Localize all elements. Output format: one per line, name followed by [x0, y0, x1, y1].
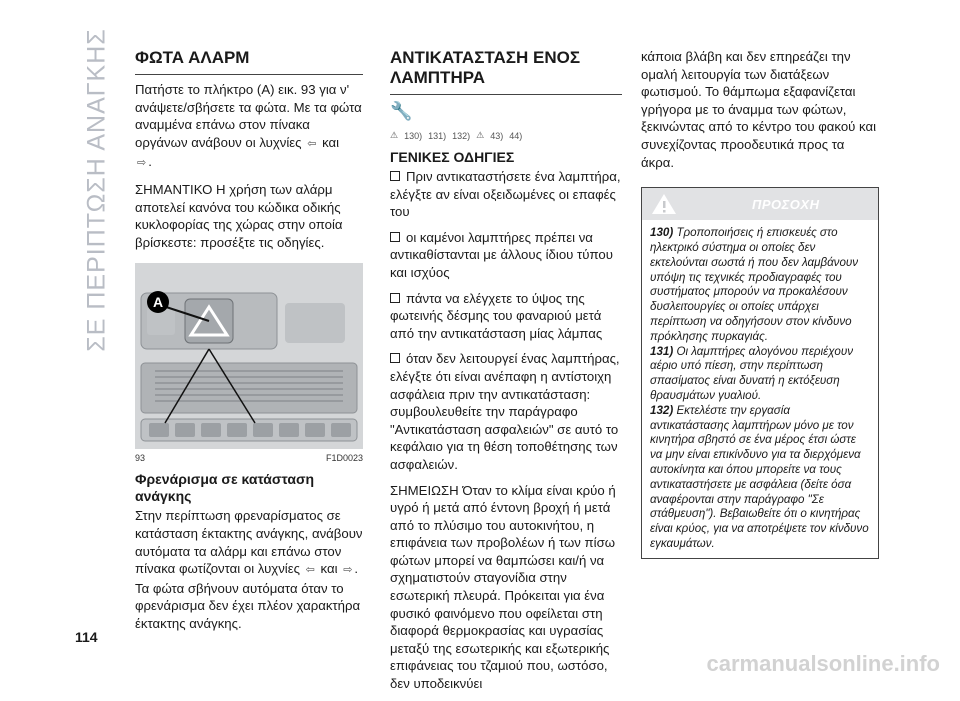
- instruction-text-2: οι καμένοι λαμπτήρες πρέπει να αντικαθίστανται με άλλους ίδιου τύπου και ισχύος: [390, 229, 613, 280]
- bullet-icon: [390, 171, 400, 181]
- instruction-item-4: [390, 350, 622, 473]
- instruction-item-3: [390, 290, 622, 343]
- chapter-side-tab: [77, 28, 117, 352]
- column-continued: [641, 48, 879, 559]
- bullet-icon: [390, 353, 400, 363]
- warning-130: [650, 226, 870, 344]
- warning-131-num: 131): [650, 344, 674, 358]
- note-paragraph: ΣΗΜΕΙΩΣΗ Όταν το κλίμα είναι κρύο ή υγρό ή μετά από έντονη βροχή ή μετά από το πλύσιμο του αυτοκινήτου, η επιφάνεια των προβολέων ή των πίσω φώτων μπορεί να θαμπώσει και/ή να σχηματιστούν σταγονίδια στην εσωτερική πλευρά. Πρόκειται για ένα φυσικό φαινόμενο που οφείλεται στη διαφορά θερμοκρασίας και υγρασίας μεταξύ της εσωτερικής και εξωτερικής επιφάνειας του τζαμιού που, ωστόσο, δεν υποδεικνύει: [390, 482, 616, 692]
- ref-43: 43): [490, 131, 504, 141]
- general-instructions-title: ΓΕΝΙΚΕΣ ΟΔΗΓΙΕΣ: [390, 149, 515, 165]
- warning-header: [642, 188, 878, 220]
- hazard-text-1: Πατήστε το πλήκτρο (A) εικ. 93 για ν' ανάψετε/σβήσετε τα φώτα. Με τα φώτα αναμμένα επάνω στον πίνακα οργάνων ανάβουν οι λυχνίες: [135, 82, 362, 150]
- emergency-braking-title: Φρενάρισμα σε κατάσταση ανάγκης: [135, 471, 315, 505]
- section-title-hazard: ΦΩΤΑ ΑΛΑΡΜ: [135, 48, 363, 75]
- tool-icon: 🔧: [390, 101, 413, 121]
- bullet-icon: [390, 232, 400, 242]
- hazard-paragraph-2: ΣΗΜΑΝΤΙΚΟ Η χρήση των αλάρμ αποτελεί κανόνα του κώδικα οδικής κυκλοφορίας της χώρας στην οποία βρίσκεστε: προσέξτε τις οδηγίες.: [135, 181, 343, 250]
- and-text-1: και: [322, 134, 340, 150]
- ref-130: 130): [404, 131, 423, 141]
- caution-icon: ⚠: [476, 130, 485, 140]
- warning-triangle-icon: [650, 192, 678, 216]
- instruction-item-2: [390, 229, 622, 282]
- column-hazard-lights: [135, 48, 363, 641]
- bullet-icon: [390, 293, 400, 303]
- turn-left-indicator-icon: ⇦: [307, 137, 317, 150]
- dashboard-illustration: [135, 263, 363, 449]
- ref-132: 132): [452, 131, 471, 141]
- page-number: 114: [75, 629, 98, 645]
- turn-right-indicator-icon: ⇨: [137, 157, 147, 170]
- warning-132-num: 132): [650, 403, 674, 417]
- and-text-2: και: [320, 561, 338, 577]
- callout-a: A: [147, 291, 169, 313]
- warning-132: [650, 404, 870, 552]
- turn-left-indicator-icon-2: ⇦: [305, 564, 315, 577]
- figure-93-dashboard: [135, 263, 363, 449]
- braking-text-1: Στην περίπτωση φρεναρίσματος σε κατάσταση έκτακτης ανάγκης, ανάβουν αυτόματα τα αλάρμ και επάνω στον πίνακα φωτίζονται οι λυχνίες: [135, 508, 363, 577]
- instruction-text-1: Πριν αντικαταστήσετε ένα λαμπτήρα, ελέγξτε αν είναι οξειδωμένες οι επαφές του: [390, 169, 621, 220]
- warning-title: ΠΡΟΣΟΧΗ: [752, 196, 820, 212]
- watermark: carmanualsonline.info: [706, 651, 940, 676]
- continued-paragraph: κάποια βλάβη και δεν επηρεάζει την ομαλή λειτουργία των διατάξεων φωτισμού. Το θάμπωμα εξαφανίζεται γρήγορα με το άναμμα των φώτων, ξεκινώντας από το κέντρο του φακού και συνεχίζοντας προοδευτικά προς τα άκρα.: [641, 49, 877, 170]
- warning-130-text: Τροποποιήσεις ή επισκευές στο ηλεκτρικό σύστημα οι οποίες δεν εκτελούνται σωστά ή που δεν λαμβάνουν υπόψη τις τεχνικές προδιαγραφές του συστήματος μπορούν να προκαλέσουν δυσλειτουργίες οι οποίες υπάρχει περίπτωση να οδηγήσουν στον κίνδυνο πρόκλησης πυρκαγιάς.: [650, 226, 859, 343]
- warning-131-text: Οι λαμπτήρες αλογόνου περιέχουν αέριο υπό πίεση, στην περίπτωση σπασίματος είναι δυνατή η εκτόξευση θραυσμάτων γυαλιού.: [650, 344, 853, 402]
- warning-131: [650, 345, 870, 404]
- warning-body: [642, 220, 878, 558]
- instruction-text-3: πάντα να ελέγχετε το ύψος της φωτεινής δέσμης του φαναριού μετά από την αντικατάσταση μίας λάμπας: [390, 290, 603, 341]
- emergency-braking-paragraph: [135, 507, 363, 632]
- turn-right-indicator-icon-2: ⇨: [343, 564, 353, 577]
- figure-code: F1D0023: [325, 453, 363, 464]
- warning-box: [641, 187, 879, 559]
- figure-caption: [135, 453, 363, 463]
- reference-row: [390, 130, 622, 141]
- figure-number: 93: [135, 453, 146, 464]
- ref-44: 44): [509, 131, 523, 141]
- column-bulb-replacement: [390, 48, 622, 701]
- instruction-text-4: όταν δεν λειτουργεί ένας λαμπτήρας, ελέγξτε ότι είναι ανέπαφη η αντίστοιχη ασφάλεια πριν την αντικατάσταση: συμβουλευθείτε την παράγραφο "Αντικατάσταση ασφαλειών" σε αυτό το κεφάλαιο για τη θέση τοποθέτησης των ασφαλειών.: [390, 351, 620, 472]
- chapter-title: ΣΕ ΠΕΡΙΠΤΩΣΗ ΑΝΑΓΚΗΣ: [82, 28, 111, 352]
- section-title-bulb: ΑΝΤΙΚΑΤΑΣΤΑΣΗ ΕΝΟΣ ΛΑΜΠΤΗΡΑ: [390, 48, 622, 95]
- hazard-paragraph-1: Πατήστε το πλήκτρο (A) εικ. 93 για ν' ανάψετε/σβήσετε τα φώτα. Με τα φώτα αναμμένα επάνω στον πίνακα οργάνων ανάβουν οι λυχνίες ⇦ και ⇨ .: [135, 81, 363, 173]
- warning-130-num: 130): [650, 226, 674, 240]
- instruction-item-1: [390, 168, 622, 221]
- ref-131: 131): [428, 131, 447, 141]
- braking-text-2: . Τα φώτα σβήνουν αυτόματα όταν το φρενάρισμα δεν έχει πλέον χαρακτήρα έκτακτης ανάγκης.: [135, 561, 361, 631]
- warning-132-text: Εκτελέστε την εργασία αντικατάστασης λαμπτήρων μόνο με τον κινητήρα σβηστό σε ένα μέρος έτσι ώστε να μην είναι επικίνδυνο για τα διερχόμενα αυτοκίνητα και όπου μπορείτε να τους αντικαταστήσετε με ασφάλεια (δείτε όσα αναφέρονται στην παράγραφο "Σε στάθμευση"). Βεβαιωθείτε ότι ο κινητήρας είναι κρύος, για να αποτρέψετε τον κίνδυνο εγκαυμάτων.: [650, 403, 869, 550]
- warning-icon: ⚠: [390, 130, 399, 140]
